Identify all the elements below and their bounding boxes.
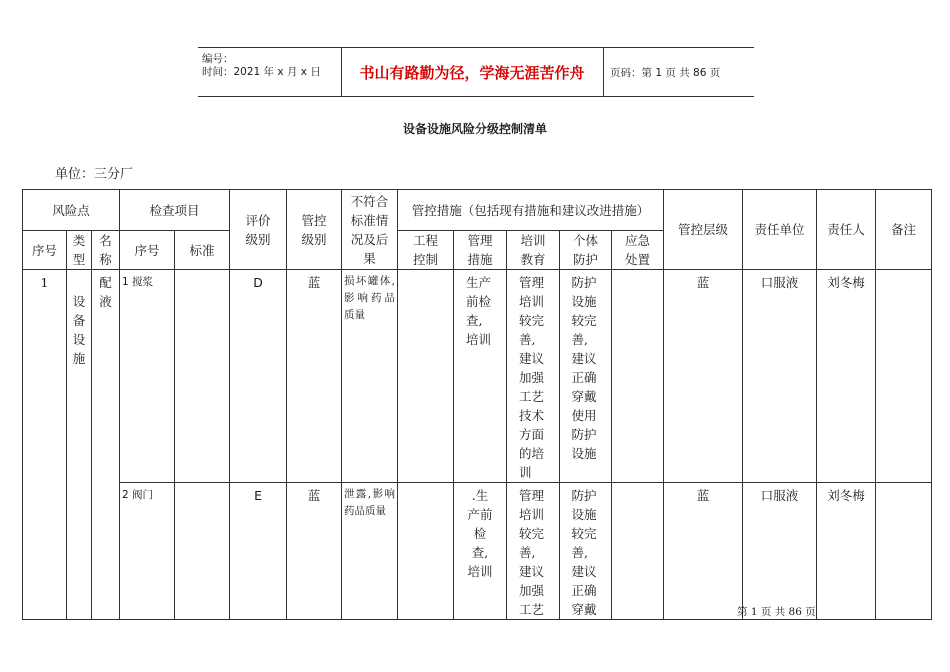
time-label: 时间：2021 年 x 月 x 日 bbox=[202, 66, 321, 78]
remark-cell bbox=[876, 270, 932, 483]
table-row bbox=[23, 270, 932, 483]
resp-person: 刘冬梅 bbox=[817, 270, 876, 483]
header-emergency: 应急处置 bbox=[612, 231, 664, 270]
page-info: 页码：第 1 页 共 86 页 bbox=[610, 66, 721, 79]
header-check-item: 检查项目 bbox=[120, 190, 230, 231]
management-text: .生产前检查,培训 bbox=[454, 483, 507, 620]
header-eval-level: 评价级别 bbox=[230, 190, 287, 270]
nonconform-text: 损坏罐体,影响药品质量 bbox=[342, 270, 398, 483]
header-meta bbox=[198, 48, 342, 96]
header-training: 培训教育 bbox=[507, 231, 560, 270]
motto: 书山有路勤为径，学海无涯苦作舟 bbox=[341, 48, 604, 96]
header-resp-person: 责任人 bbox=[817, 190, 876, 270]
header-ppe: 个体防护 bbox=[560, 231, 612, 270]
control-tier: 蓝 bbox=[664, 270, 743, 483]
remark-cell bbox=[876, 483, 932, 620]
header-control-level: 管控级别 bbox=[287, 190, 342, 270]
risk-control-table bbox=[22, 189, 932, 620]
header-risk-point: 风险点 bbox=[23, 190, 120, 231]
risk-seq: 1 bbox=[23, 270, 67, 620]
ppe-text: 防护设施较完善,建议正确穿戴 bbox=[560, 483, 612, 620]
unit-label: 单位：三分厂 bbox=[55, 167, 134, 182]
training-text: 管理培训较完善,建议加强工艺技术方面的培训 bbox=[507, 270, 560, 483]
management-text: 生产前检查,培训 bbox=[454, 270, 507, 483]
header-nonconform: 不符合标准情况及后果 bbox=[342, 190, 398, 270]
header-seq: 序号 bbox=[23, 231, 67, 270]
header-type: 类型 bbox=[67, 231, 92, 270]
header-item-seq: 序号 bbox=[120, 231, 175, 270]
eval-level: D bbox=[230, 270, 287, 483]
header-engineering: 工程控制 bbox=[398, 231, 454, 270]
resp-unit: 口服液 bbox=[743, 270, 817, 483]
table-row bbox=[23, 483, 932, 620]
document-header bbox=[198, 47, 754, 97]
header-management: 管理措施 bbox=[454, 231, 507, 270]
header-control-tier: 管控层级 bbox=[664, 190, 743, 270]
control-level: 蓝 bbox=[287, 483, 342, 620]
training-text: 管理培训较完善,建议加强工艺 bbox=[507, 483, 560, 620]
emergency-cell bbox=[612, 270, 664, 483]
header-remark: 备注 bbox=[876, 190, 932, 270]
header-standard: 标准 bbox=[175, 231, 230, 270]
item-label: 1 搅浆 bbox=[120, 270, 175, 483]
risk-name: 配液 bbox=[92, 270, 120, 620]
engineering-cell bbox=[398, 483, 454, 620]
standard-cell bbox=[175, 270, 230, 483]
eval-level: E bbox=[230, 483, 287, 620]
number-label: 编号： bbox=[202, 53, 234, 65]
risk-type: 设备设施 bbox=[67, 270, 92, 620]
emergency-cell bbox=[612, 483, 664, 620]
item-label: 2 阀门 bbox=[120, 483, 175, 620]
control-level: 蓝 bbox=[287, 270, 342, 483]
resp-unit: 口服液 bbox=[743, 483, 817, 620]
header-name: 名称 bbox=[92, 231, 120, 270]
control-tier: 蓝 bbox=[664, 483, 743, 620]
document-title: 设备设施风险分级控制清单 bbox=[402, 122, 547, 136]
header-resp-unit: 责任单位 bbox=[743, 190, 817, 270]
ppe-text: 防护设施较完善,建议正确穿戴使用防护设施 bbox=[560, 270, 612, 483]
header-row-1 bbox=[23, 190, 932, 231]
resp-person: 刘冬梅 bbox=[817, 483, 876, 620]
nonconform-text: 泄露,影响药品质量 bbox=[342, 483, 398, 620]
header-measures: 管控措施（包括现有措施和建议改进措施） bbox=[398, 190, 664, 231]
page-footer: 第 1 页 共 86 页 bbox=[737, 606, 816, 618]
engineering-cell bbox=[398, 270, 454, 483]
standard-cell bbox=[175, 483, 230, 620]
